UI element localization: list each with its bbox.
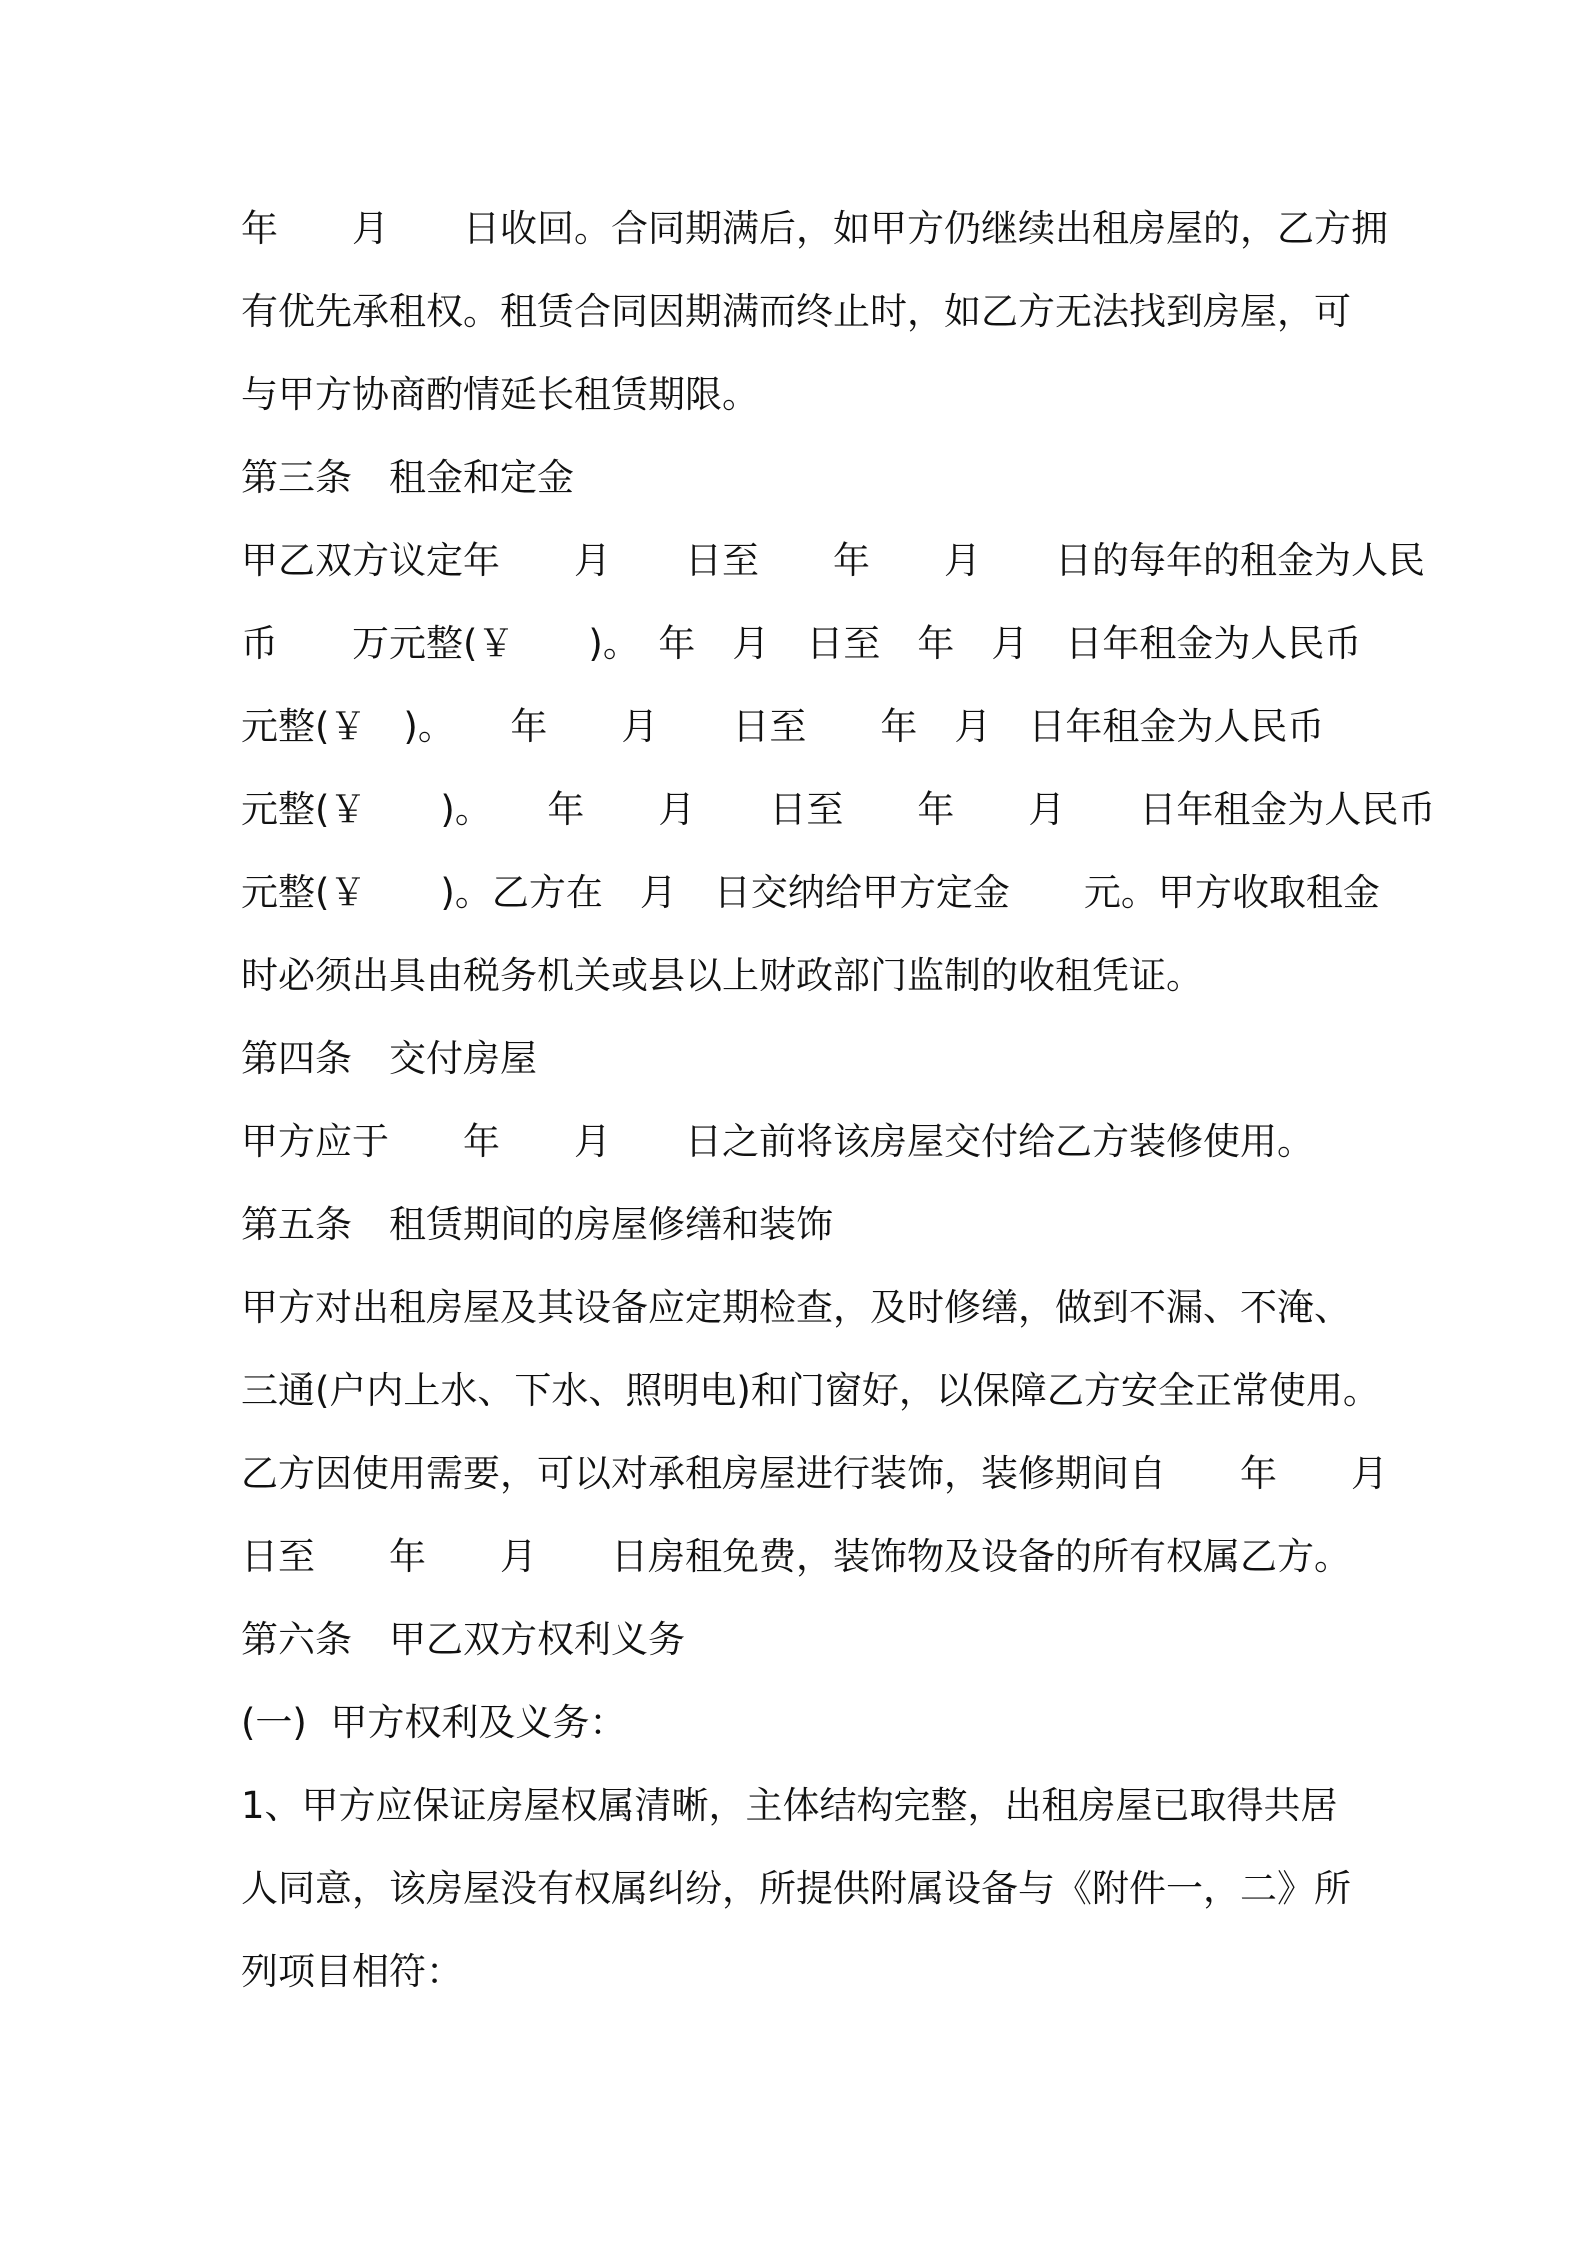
section-heading: 第五条 租赁期间的房屋修缮和装饰 [241, 1203, 833, 1246]
text-line: 1、甲方应保证房屋权属清晰，主体结构完整，出租房屋已取得共居 [241, 1784, 1338, 1827]
subsection-heading: (一) 甲方权利及义务： [241, 1701, 627, 1744]
text-line: 列项目相符： [241, 1950, 463, 1993]
text-line: 与甲方协商酌情延长租赁期限。 [241, 373, 759, 416]
text-line: 甲乙双方议定年 月 日至 年 月 日的每年的租金为人民 [241, 539, 1425, 582]
text-line: 年 月 日收回。合同期满后，如甲方仍继续出租房屋的，乙方拥 [241, 207, 1388, 250]
text-line: 人同意，该房屋没有权属纠纷，所提供附属设备与《附件一，二》所 [241, 1867, 1351, 1910]
text-line: 有优先承租权。租赁合同因期满而终止时，如乙方无法找到房屋，可 [241, 290, 1351, 333]
text-line: 日至 年 月 日房租免费，装饰物及设备的所有权属乙方。 [241, 1535, 1351, 1578]
text-line: 元整(￥ )。乙方在 月 日交纳给甲方定金 元。甲方收取租金 [241, 871, 1380, 914]
section-heading: 第四条 交付房屋 [241, 1037, 537, 1080]
text-line: 甲方应于 年 月 日之前将该房屋交付给乙方装修使用。 [241, 1120, 1314, 1163]
text-line: 三通(户内上水、下水、照明电)和门窗好，以保障乙方安全正常使用。 [241, 1369, 1380, 1412]
text-line: 元整(￥ )。 年 月 日至 年 月 日年租金为人民币 [241, 788, 1436, 831]
text-line: 币 万元整(￥ )。 年 月 日至 年 月 日年租金为人民币 [241, 622, 1362, 665]
text-line: 乙方因使用需要，可以对承租房屋进行装饰，装修期间自 年 月 [241, 1452, 1388, 1495]
text-line: 甲方对出租房屋及其设备应定期检查，及时修缮，做到不漏、不淹、 [241, 1286, 1351, 1329]
section-heading: 第三条 租金和定金 [241, 456, 574, 499]
text-line: 时必须出具由税务机关或县以上财政部门监制的收租凭证。 [241, 954, 1203, 997]
text-line: 元整(￥ )。 年 月 日至 年 月 日年租金为人民币 [241, 705, 1325, 748]
section-heading: 第六条 甲乙双方权利义务 [241, 1618, 685, 1661]
